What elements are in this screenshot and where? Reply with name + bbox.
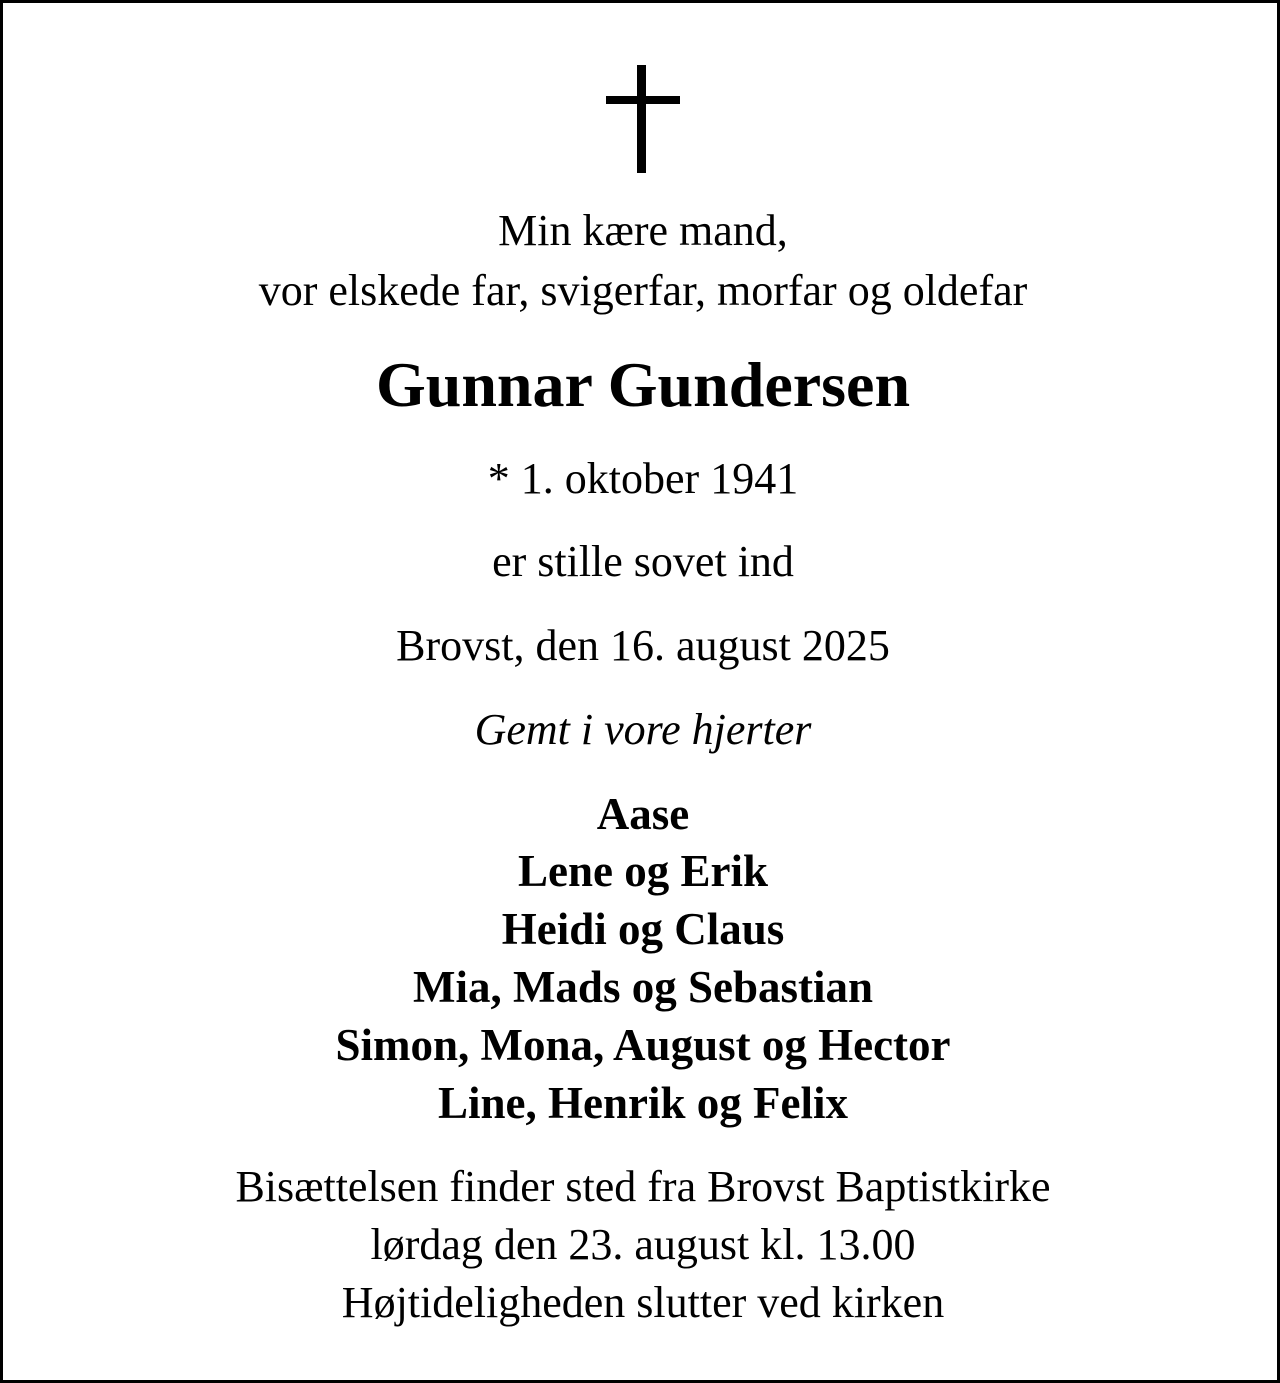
family-line-5: Simon, Mona, August og Hector [335, 1020, 951, 1070]
ceremony-line-3: Højtideligheden slutter ved kirken [341, 1278, 945, 1327]
place-and-date: Brovst, den 16. august 2025 [396, 621, 890, 670]
family-line-4: Mia, Mads og Sebastian [412, 962, 874, 1012]
ceremony-line-2: lørdag den 23. august kl. 13.00 [370, 1220, 916, 1269]
motto: Gemt i vore hjerter [474, 705, 812, 754]
deceased-name: Gunnar Gundersen [375, 349, 911, 420]
family-line-6: Line, Henrik og Felix [438, 1078, 848, 1128]
family-line-3: Heidi og Claus [501, 904, 785, 954]
intro-line-2: vor elskede far, svigerfar, morfar og oldefar [258, 266, 1028, 315]
cross-icon [3, 65, 1280, 175]
passed-text: er stille sovet ind [492, 537, 794, 586]
family-line-1: Aase [596, 789, 690, 839]
birth-date: * 1. oktober 1941 [487, 454, 799, 503]
intro-line-1: Min kære mand, [498, 206, 788, 255]
ceremony-line-1: Bisættelsen finder sted fra Brovst Baptistkirke [235, 1162, 1051, 1211]
family-line-2: Lene og Erik [517, 846, 768, 896]
